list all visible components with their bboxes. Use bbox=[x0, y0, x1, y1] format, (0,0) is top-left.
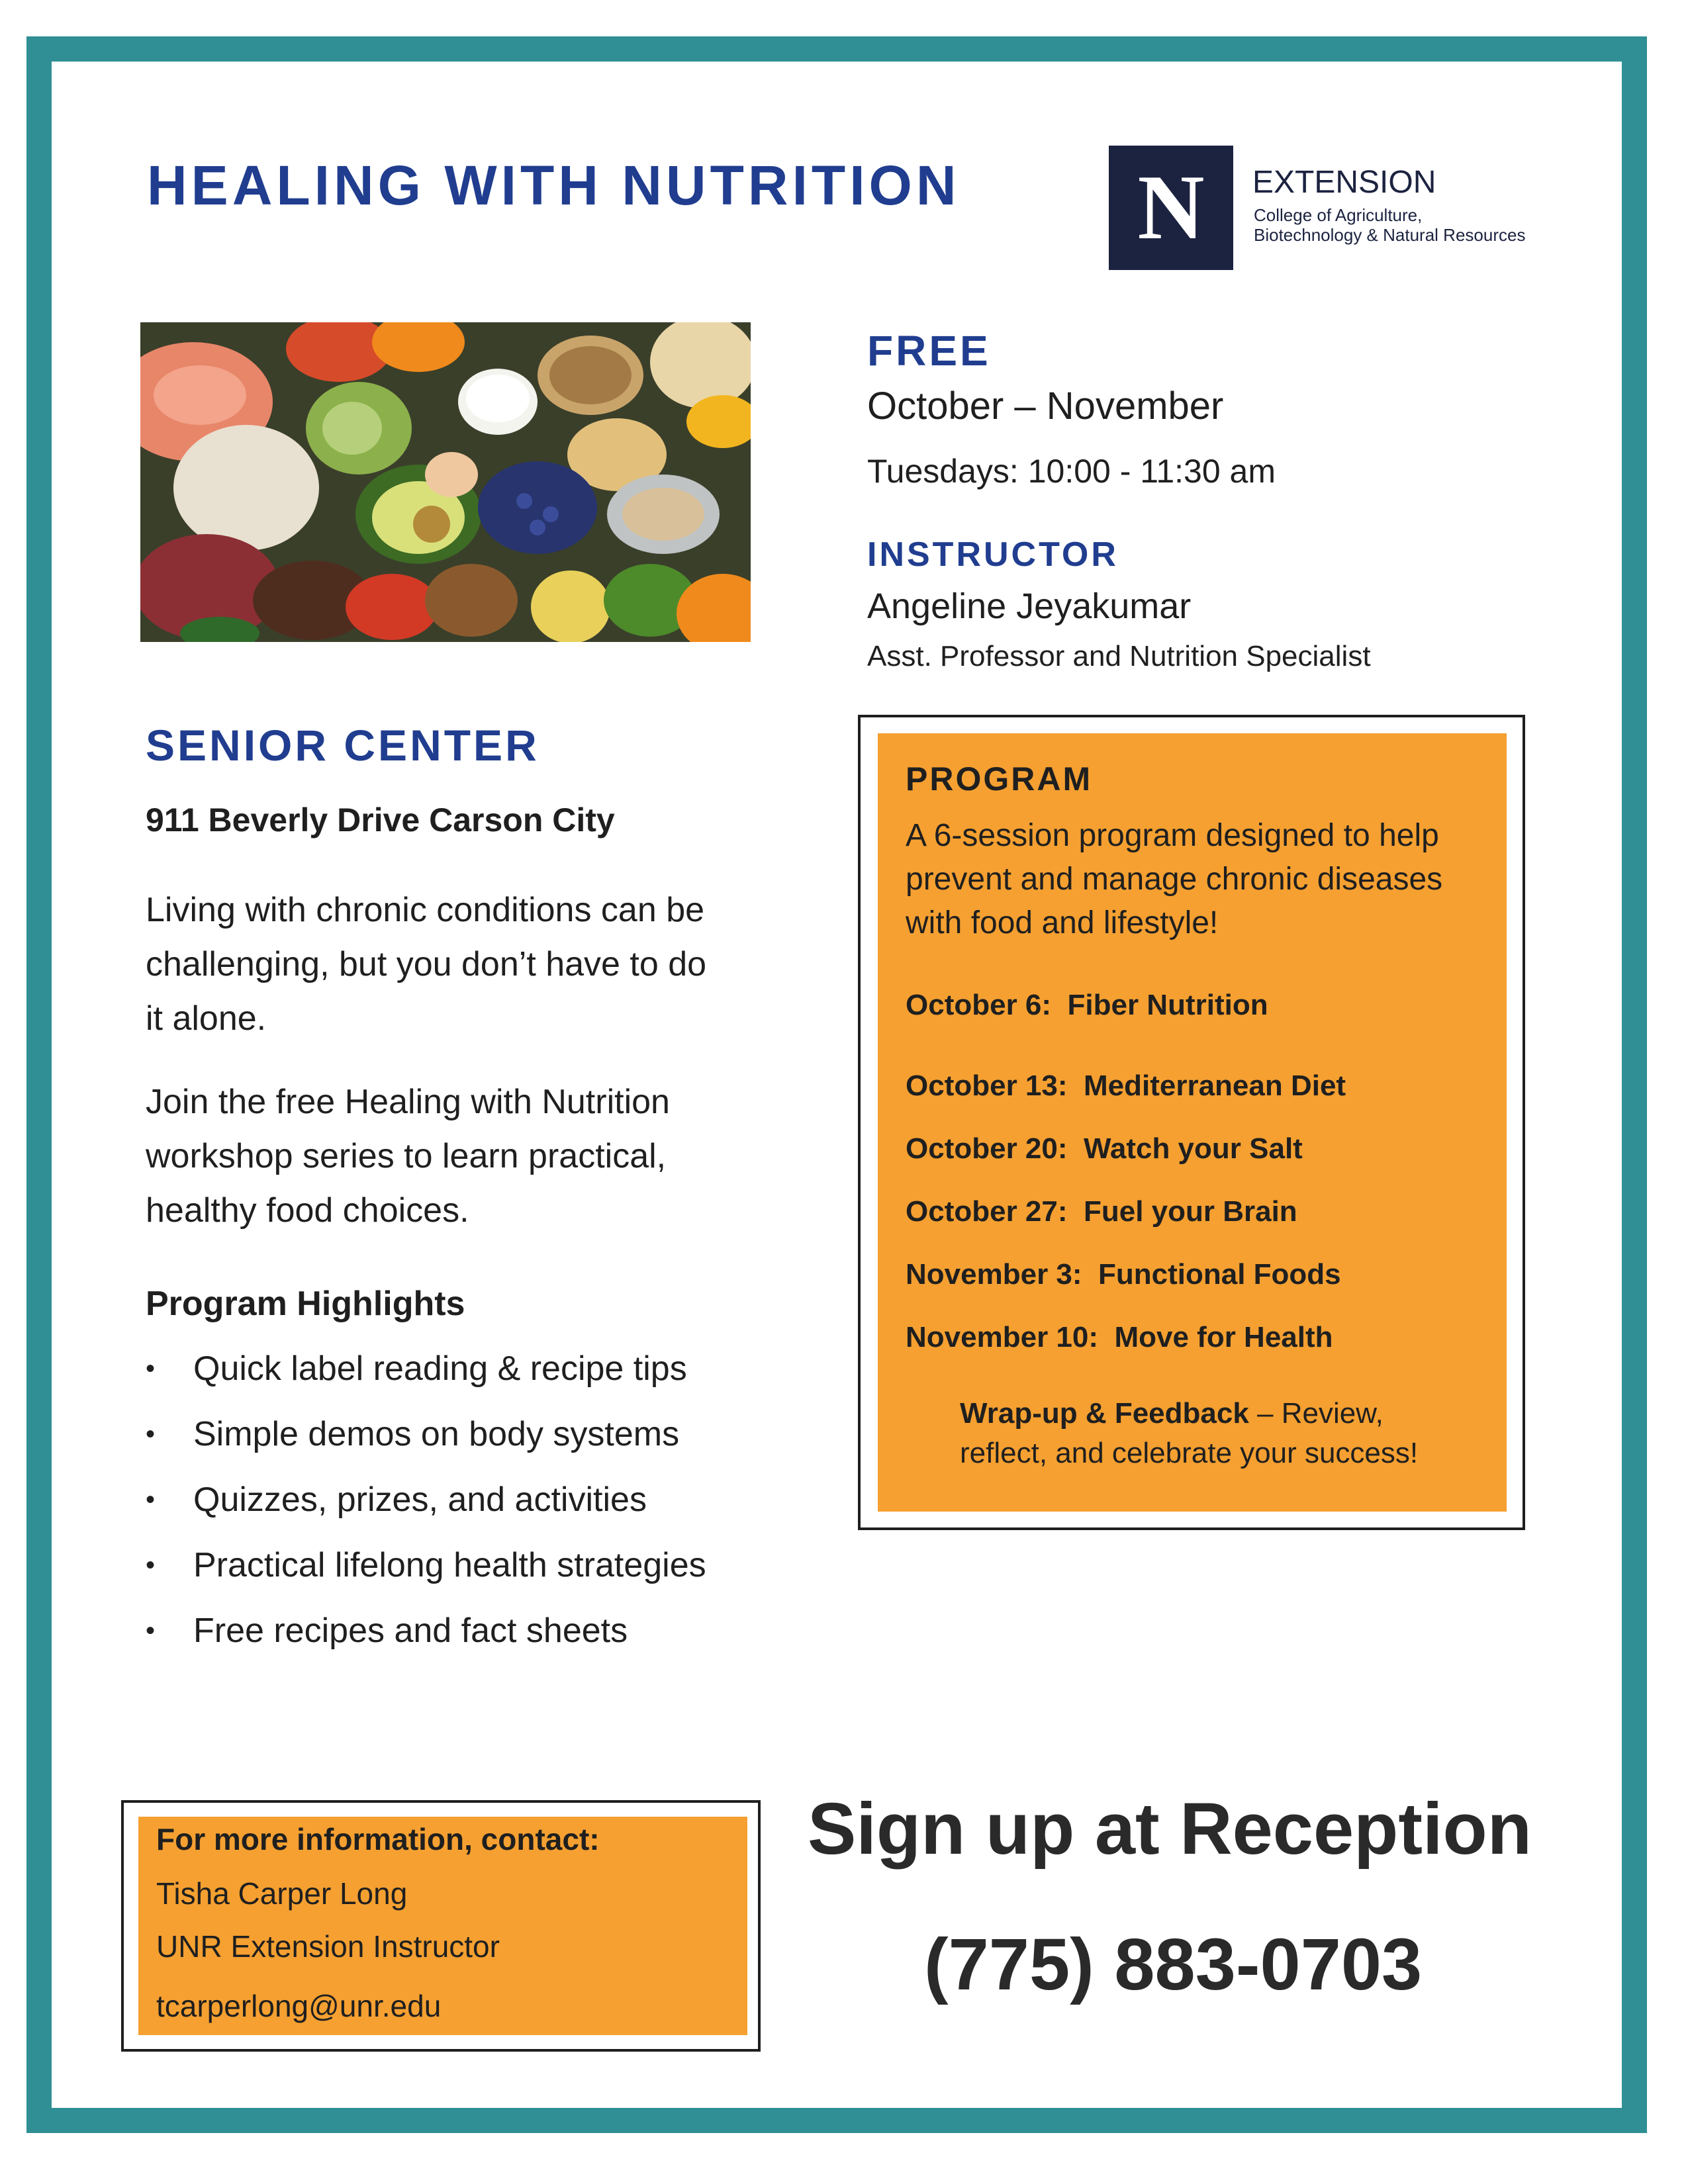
instructor-role: Asst. Professor and Nutrition Specialist bbox=[867, 640, 1371, 672]
session-item: October 13: Mediterranean Diet bbox=[906, 1069, 1346, 1102]
highlights-heading: Program Highlights bbox=[146, 1285, 465, 1323]
food-photo bbox=[140, 322, 751, 642]
signup-phone[interactable]: (775) 883-0703 bbox=[924, 1924, 1423, 2005]
program-months: October – November bbox=[867, 385, 1224, 428]
contact-email[interactable]: tcarperlong@unr.edu bbox=[156, 1989, 442, 2023]
instructor-name: Angeline Jeyakumar bbox=[867, 586, 1192, 626]
location-label: SENIOR CENTER bbox=[146, 721, 539, 770]
list-item: • Quizzes, prizes, and activities bbox=[193, 1480, 706, 1545]
contact-role: UNR Extension Instructor bbox=[156, 1929, 500, 1964]
session-item: October 27: Fuel your Brain bbox=[906, 1195, 1297, 1228]
list-item: • Quick label reading & recipe tips bbox=[193, 1349, 706, 1414]
food-illustration bbox=[140, 322, 751, 642]
flyer-title: HEALING WITH NUTRITION bbox=[147, 154, 961, 216]
highlights-list bbox=[193, 1349, 706, 1676]
contact-name: Tisha Carper Long bbox=[156, 1876, 408, 1911]
program-heading: PROGRAM bbox=[906, 760, 1093, 797]
instructor-label: INSTRUCTOR bbox=[867, 535, 1119, 574]
free-label: FREE bbox=[867, 327, 991, 375]
list-item: • Simple demos on body systems bbox=[193, 1414, 706, 1480]
program-time: Tuesdays: 10:00 - 11:30 am bbox=[867, 453, 1276, 490]
intro-paragraph-1: Living with chronic conditions can be challenging, but you don’t have to do it alone. bbox=[146, 891, 707, 1038]
logo-letter: N bbox=[1137, 156, 1205, 259]
list-item: • Free recipes and fact sheets bbox=[193, 1611, 706, 1676]
logo-subtitle: College of Agriculture, Biotechnology & Natural Resources bbox=[1254, 205, 1526, 245]
session-item: October 20: Watch your Salt bbox=[906, 1132, 1303, 1165]
logo-extension-text: EXTENSION bbox=[1252, 165, 1436, 200]
session-item: November 3: Functional Foods bbox=[906, 1258, 1341, 1291]
unr-n-logo bbox=[1109, 146, 1233, 270]
wrap-up-text: Wrap-up & Feedback – Review, reflect, and celebrate your success! bbox=[960, 1397, 1419, 1469]
contact-heading: For more information, contact: bbox=[156, 1822, 600, 1856]
session-item: November 10: Move for Health bbox=[906, 1321, 1333, 1353]
list-item: • Practical lifelong health strategies bbox=[193, 1545, 706, 1611]
signup-text: Sign up at Reception bbox=[808, 1788, 1532, 1870]
session-item: October 6: Fiber Nutrition bbox=[906, 989, 1268, 1021]
program-description: A 6-session program designed to help prevent and manage chronic diseases with food and lifestyle! bbox=[906, 818, 1443, 940]
location-address: 911 Beverly Drive Carson City bbox=[146, 801, 615, 839]
intro-paragraph-2: Join the free Healing with Nutrition workshop series to learn practical, healthy food choices. bbox=[146, 1083, 670, 1230]
